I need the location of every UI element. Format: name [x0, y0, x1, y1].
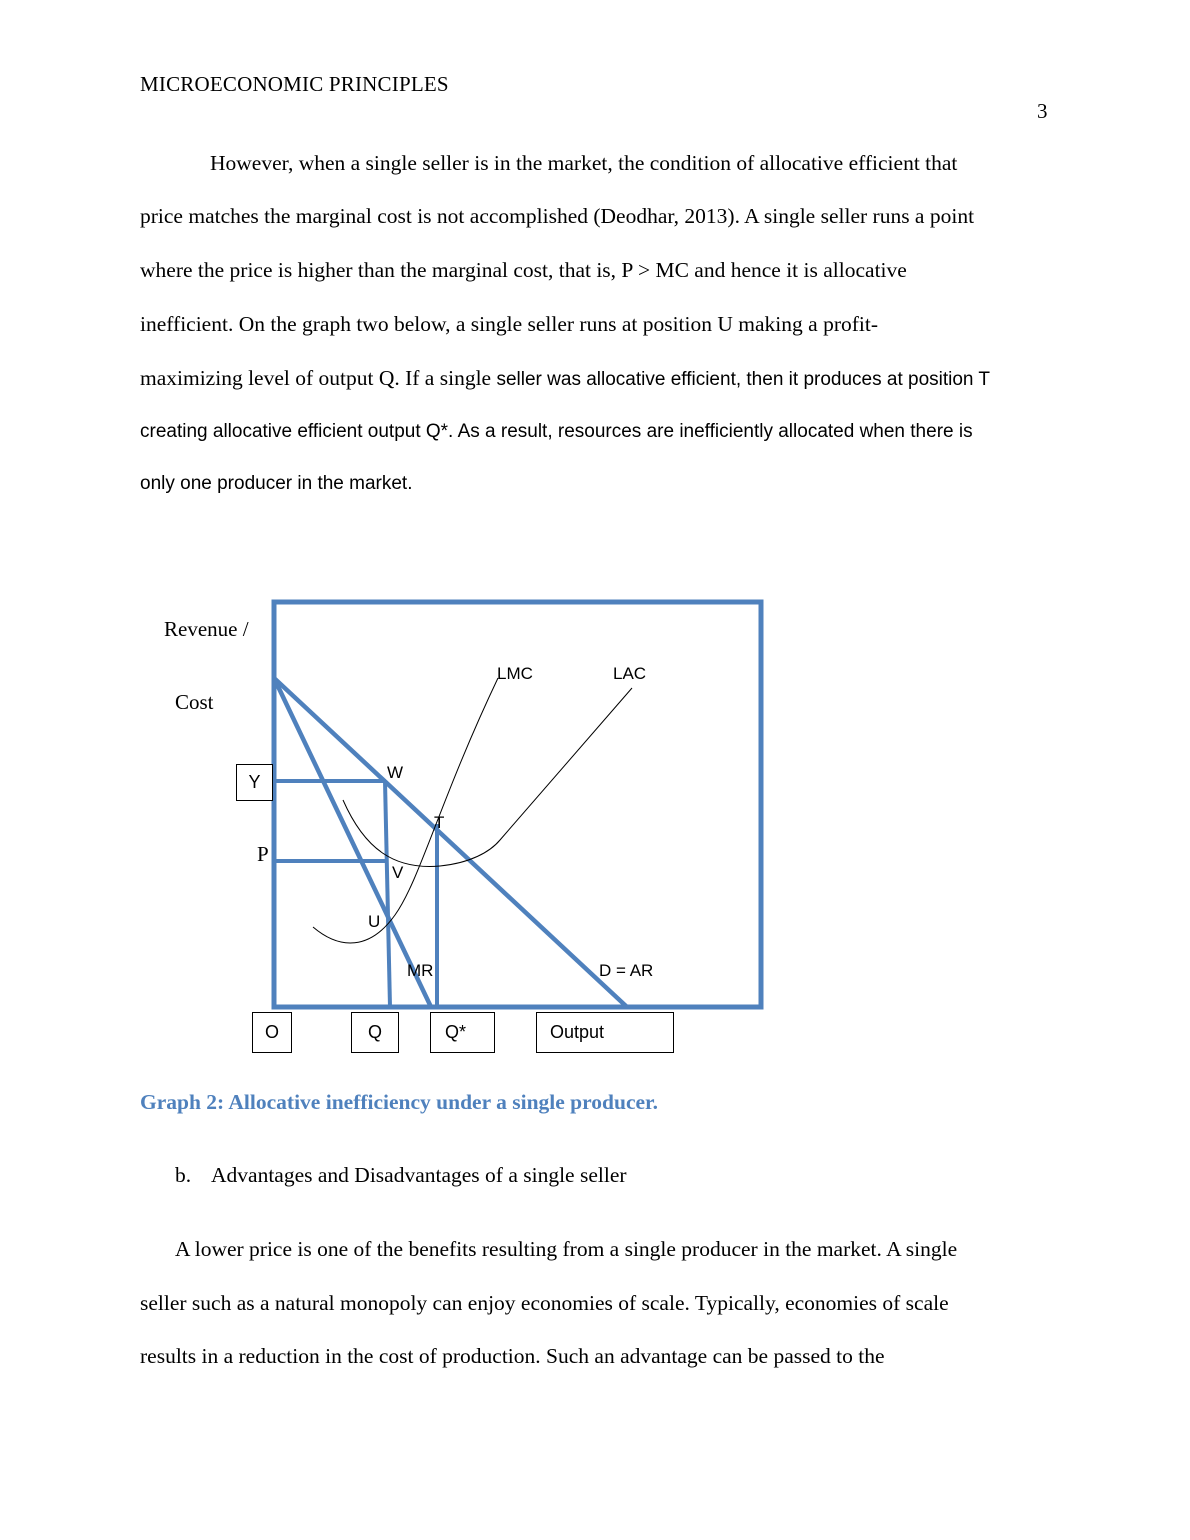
quantity-q-line [385, 781, 390, 1007]
lmc-curve [313, 678, 498, 943]
section-title: Advantages and Disadvantages of a single seller [211, 1163, 627, 1187]
paragraph1-line-5-sans: seller was allocative efficient, then it produces at position T [496, 369, 991, 390]
origin-o-box: O [252, 1012, 292, 1053]
running-head: MICROECONOMIC PRINCIPLES [140, 72, 449, 96]
demand-curve [274, 678, 627, 1007]
demand-label: D = AR [599, 961, 654, 980]
paragraph1-line-1: However, when a single seller is in the market, the condition of allocative efficient that [210, 151, 958, 175]
paragraph2-line-3: results in a reduction in the cost of production. Such an advantage can be passed to the [140, 1344, 885, 1368]
y-axis-label-revenue: Revenue / [164, 617, 249, 641]
section-marker: b. [175, 1163, 192, 1187]
y-axis-label-cost: Cost [175, 690, 214, 714]
paragraph2-line-2: seller such as a natural monopoly can enjoy economies of scale. Typically, economies of scale [140, 1291, 949, 1315]
point-t-label: T [434, 813, 445, 832]
lac-label: LAC [613, 664, 647, 683]
paragraph1-line-3: where the price is higher than the marginal cost, that is, P > MC and hence it is allocative [140, 258, 907, 282]
quantity-qstar-box: Q* [430, 1012, 495, 1053]
paragraph1-line-5-serif: maximizing level of output Q. If a single [140, 366, 497, 390]
quantity-q-box: Q [351, 1012, 399, 1053]
paragraph1-line-7: only one producer in the market. [140, 473, 413, 494]
p-price-label: P [257, 842, 269, 866]
paragraph2-line-1: A lower price is one of the benefits resulting from a single producer in the market. A single [175, 1237, 958, 1261]
paragraph1-line-4: inefficient. On the graph two below, a single seller runs at position U making a profit- [140, 312, 878, 336]
lmc-label: LMC [497, 664, 533, 683]
graph-frame [274, 602, 761, 1007]
point-w-label: W [387, 763, 404, 782]
point-u-label: U [368, 912, 381, 931]
marginal-revenue-curve [274, 678, 434, 1007]
y-price-box: Y [236, 764, 273, 801]
paragraph1-line-2: price matches the marginal cost is not accomplished (Deodhar, 2013). A single seller runs a point [140, 204, 975, 228]
page-number: 3 [1037, 99, 1048, 123]
paragraph1-line-6: creating allocative efficient output Q*. As a result, resources are inefficiently allocated when there is [140, 421, 973, 442]
output-axis-box: Output [536, 1012, 674, 1053]
point-v-label: V [392, 863, 404, 882]
mr-label: MR [407, 961, 434, 980]
figure-caption: Graph 2: Allocative inefficiency under a single producer. [140, 1090, 658, 1114]
